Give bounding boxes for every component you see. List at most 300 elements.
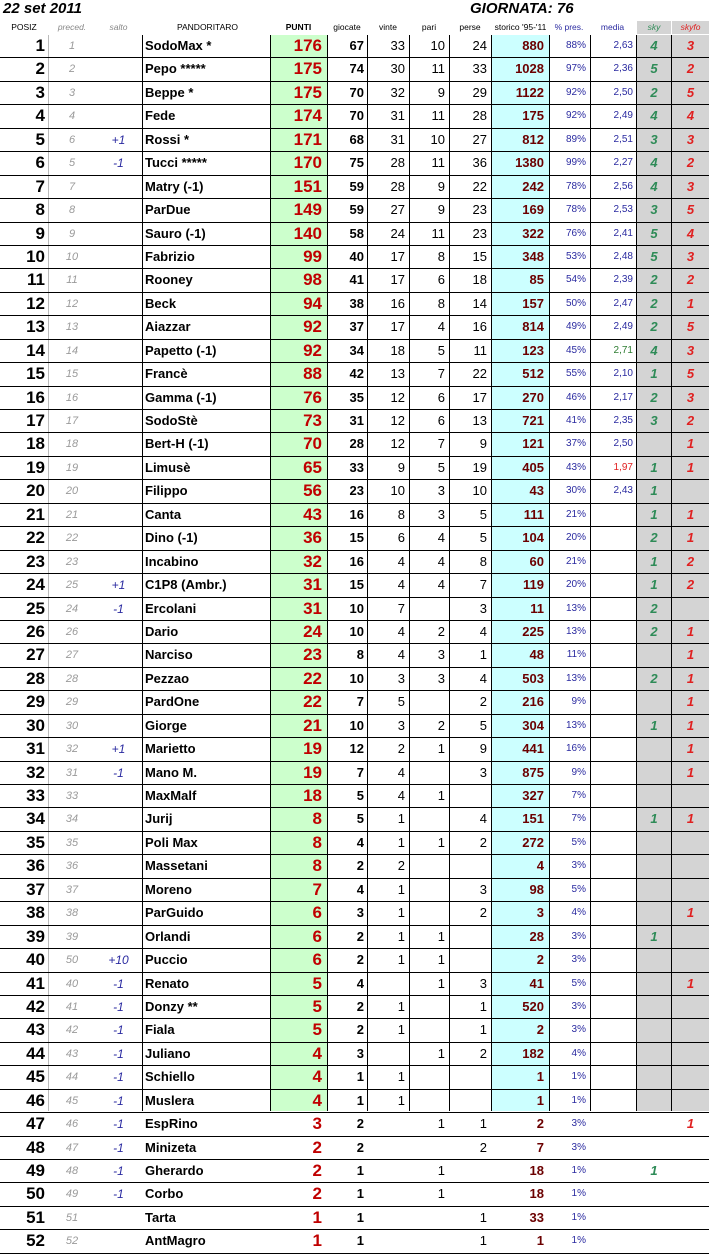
skyfo-cell [672,926,709,948]
player-name-cell: Rossi * [145,131,190,147]
skyfo-cell: 3 [686,178,695,194]
table-row [0,855,709,878]
player-name-cell: Pezzao [145,670,190,686]
drawn-cell [409,996,449,1018]
sky-cell: 4 [650,155,658,171]
drawn-cell: 1 [437,1045,445,1061]
position-cell: 26 [26,621,45,641]
played-cell: 1 [356,1233,364,1249]
position-change-cell: +1 [111,742,126,757]
skyfo-cell: 1 [686,295,695,311]
won-cell: 1 [397,928,405,944]
points-cell: 36 [303,528,322,548]
player-name-cell: Jurij [145,811,173,827]
average-cell [590,926,635,948]
position-cell: 10 [26,246,45,266]
presence-pct-cell: 13% [565,672,586,684]
previous-position-cell: 5 [68,157,76,170]
played-cell: 74 [349,61,364,77]
played-cell: 2 [356,1116,364,1132]
sky-cell [637,785,671,807]
previous-position-cell: 29 [65,696,79,709]
historical-cell: 33 [529,1209,544,1225]
position-change-cell: -1 [113,1023,124,1038]
drawn-cell: 4 [437,530,445,546]
drawn-cell: 6 [437,272,445,288]
player-name-cell: Dino (-1) [145,530,198,546]
average-cell: 2,43 [613,485,633,497]
points-cell: 6 [312,903,322,923]
won-cell [367,1207,409,1229]
historical-cell: 405 [522,459,544,475]
position-cell: 1 [35,36,45,55]
previous-position-cell: 52 [65,1235,79,1248]
lost-cell: 4 [479,811,487,827]
position-cell: 14 [26,340,45,360]
lost-cell: 16 [472,319,487,335]
played-cell: 70 [349,84,364,100]
won-cell: 31 [390,131,405,147]
previous-position-cell: 36 [65,860,79,873]
sky-cell: 5 [650,61,658,77]
table-row [0,1043,709,1066]
player-name-cell: Schiello [145,1069,195,1085]
sky-cell [637,902,671,924]
table-row [0,480,709,503]
average-cell [590,879,635,901]
skyfo-cell: 1 [686,670,695,686]
table-row [0,340,709,363]
lost-cell: 36 [472,155,487,171]
historical-cell: 2 [536,1116,544,1132]
points-cell: 5 [312,996,322,1016]
player-name-cell: Incabino [145,553,199,569]
historical-cell: 11 [530,600,544,616]
lost-cell: 9 [479,741,487,757]
average-cell: 2,49 [613,110,633,122]
sky-cell [637,1113,671,1135]
lost-cell: 1 [479,1022,487,1038]
position-change-cell: +1 [111,132,126,147]
position-change-cell [96,316,141,338]
won-cell: 18 [390,342,405,358]
lost-cell: 2 [479,1045,487,1061]
points-cell: 21 [303,715,322,735]
player-name-cell: Fabrizio [145,248,195,264]
drawn-cell [409,691,449,713]
player-name-cell: Fiala [145,1022,175,1038]
points-cell: 149 [293,200,322,220]
position-cell: 29 [26,692,45,712]
lost-cell: 2 [479,834,487,850]
played-cell: 35 [349,389,364,405]
lost-cell: 9 [479,436,487,452]
won-cell: 7 [397,600,405,616]
points-cell: 22 [303,668,322,688]
points-cell: 2 [312,1161,322,1180]
skyfo-cell: 2 [686,272,695,288]
presence-pct-cell: 21% [565,555,586,567]
presence-pct-cell: 3% [571,1000,586,1012]
previous-position-cell: 15 [65,368,79,381]
average-cell: 2,49 [613,321,633,333]
previous-position-cell: 7 [68,180,76,193]
sky-cell: 1 [650,553,658,569]
position-cell: 9 [35,223,45,243]
played-cell: 1 [356,1209,364,1225]
average-cell [590,551,635,573]
position-cell: 38 [26,903,45,923]
position-change-cell [96,199,141,221]
skyfo-cell: 2 [686,155,695,171]
drawn-cell: 3 [437,506,445,522]
won-cell: 30 [390,61,405,77]
played-cell: 31 [349,413,364,428]
won-cell: 33 [390,38,405,53]
lost-cell: 3 [479,764,487,780]
presence-pct-cell: 3% [571,1141,586,1153]
position-change-cell: -1 [113,999,124,1014]
won-cell: 13 [390,366,405,382]
presence-pct-cell: 5% [571,836,586,848]
sky-cell: 2 [650,272,658,288]
sky-cell: 3 [650,131,658,147]
played-cell: 34 [349,342,364,358]
position-cell: 24 [26,575,45,595]
position-cell: 22 [26,528,45,548]
position-cell: 51 [26,1207,45,1227]
played-cell: 4 [356,834,364,850]
played-cell: 2 [356,998,364,1014]
previous-position-cell: 37 [65,883,79,896]
skyfo-cell [672,785,709,807]
skyfo-cell: 1 [686,1116,695,1132]
previous-position-cell: 12 [65,297,79,310]
skyfo-cell: 3 [686,38,695,53]
position-cell: 3 [35,82,45,102]
points-cell: 175 [293,82,322,102]
table-row [0,926,709,949]
previous-position-cell: 19 [65,461,79,474]
played-cell: 2 [356,952,364,968]
sky-cell: 2 [650,530,658,546]
historical-cell: 151 [522,811,544,827]
points-cell: 99 [303,246,322,266]
drawn-cell: 6 [437,413,445,428]
col-header-pres: % pres. [554,22,584,32]
skyfo-cell: 2 [686,61,695,77]
average-cell [590,1230,635,1252]
won-cell: 28 [390,155,405,171]
played-cell: 8 [356,647,364,663]
played-cell: 12 [349,741,364,757]
position-change-cell [96,926,141,948]
col-header-posiz: POSIZ [11,22,37,32]
played-cell: 10 [349,717,364,733]
player-name-cell: MaxMalf [145,788,197,803]
player-name-cell: ParGuido [145,905,204,921]
position-cell: 20 [26,481,45,501]
historical-cell: 327 [522,788,544,803]
drawn-cell: 11 [431,225,445,241]
player-name-cell: Fede [145,108,176,124]
won-cell [367,1160,409,1182]
position-change-cell [96,480,141,502]
player-name-cell: Matry (-1) [145,178,204,194]
points-cell: 94 [303,293,322,313]
sky-cell [637,1183,671,1205]
player-name-cell: Renato [145,975,190,991]
points-cell: 171 [293,129,322,149]
presence-pct-cell: 20% [565,579,586,591]
won-cell: 8 [397,506,405,522]
position-cell: 31 [26,739,45,759]
previous-position-cell: 11 [66,274,78,287]
table-row [0,902,709,925]
won-cell: 1 [397,905,405,921]
played-cell: 2 [356,1139,364,1155]
sky-cell [637,949,671,971]
position-change-cell [96,363,141,385]
average-cell: 2,10 [613,368,633,380]
previous-position-cell: 1 [68,40,76,52]
lost-cell [449,1090,491,1112]
won-cell: 17 [390,248,405,264]
sky-cell [637,644,671,666]
points-cell: 8 [312,856,322,876]
player-name-cell: Bert-H (-1) [145,436,209,452]
drawn-cell [409,879,449,901]
lost-cell: 23 [472,202,487,218]
historical-cell: 520 [522,998,544,1014]
table-row [0,1066,709,1089]
position-cell: 15 [26,364,45,384]
drawn-cell: 1 [437,928,445,944]
points-cell: 6 [312,950,322,970]
skyfo-cell: 1 [686,506,695,522]
drawn-cell [409,762,449,784]
table-row [0,1113,709,1136]
played-cell: 10 [349,670,364,686]
points-cell: 7 [312,879,322,899]
skyfo-cell: 1 [686,623,695,639]
position-cell: 44 [26,1043,45,1063]
player-name-cell: Minizeta [145,1139,197,1155]
position-cell: 19 [26,457,45,477]
lost-cell [449,949,491,971]
won-cell [367,1043,409,1065]
points-cell: 23 [303,645,322,665]
presence-pct-cell: 11% [566,649,586,661]
played-cell: 2 [356,1022,364,1038]
points-cell: 43 [303,504,322,524]
drawn-cell: 3 [437,647,445,663]
table-row [0,715,709,738]
average-cell [590,1019,635,1041]
sky-cell: 2 [650,600,658,616]
lost-cell: 22 [472,366,487,382]
skyfo-cell: 1 [686,694,695,710]
played-cell: 75 [349,155,364,171]
points-cell: 24 [303,621,322,641]
drawn-cell: 10 [430,38,445,53]
skyfo-cell: 3 [686,248,695,264]
table-row [0,199,709,222]
historical-cell: 1380 [515,155,544,171]
lost-cell: 24 [472,38,487,53]
skyfo-cell: 5 [686,84,695,100]
player-name-cell: Gamma (-1) [145,389,217,405]
player-name-cell: Moreno [145,881,192,897]
historical-cell: 875 [522,764,544,780]
sky-cell: 2 [650,84,658,100]
presence-pct-cell: 9% [571,766,586,778]
historical-cell: 812 [522,131,544,147]
played-cell: 1 [356,1163,364,1178]
average-cell [590,691,635,713]
won-cell: 17 [390,319,405,335]
played-cell: 5 [356,811,364,827]
position-change-cell [96,808,141,830]
player-name-cell: Beppe * [145,84,194,100]
table-row [0,82,709,105]
points-cell: 170 [293,153,322,173]
player-name-cell: Orlandi [145,928,191,944]
historical-cell: 98 [529,881,544,897]
table-row [0,152,709,175]
player-name-cell: ParDue [145,202,191,218]
skyfo-cell: 1 [686,741,695,757]
table-row [0,433,709,456]
presence-pct-cell: 13% [565,625,586,637]
played-cell: 42 [349,366,364,382]
played-cell: 4 [356,975,364,991]
skyfo-cell: 5 [686,366,695,382]
historical-cell: 111 [523,506,544,522]
historical-cell: 18 [529,1186,544,1202]
table-row [0,316,709,339]
presence-pct-cell: 1% [571,1071,586,1083]
table-row [0,223,709,246]
sky-cell: 1 [650,577,658,593]
previous-position-cell: 25 [65,579,79,592]
won-cell [367,1230,409,1252]
presence-pct-cell: 5% [571,977,586,989]
presence-pct-cell: 7% [571,813,586,825]
points-cell: 140 [293,223,322,243]
previous-position-cell: 10 [65,250,79,263]
historical-cell: 43 [529,483,544,499]
skyfo-cell [672,1019,709,1041]
previous-position-cell: 8 [68,204,76,217]
table-row [0,269,709,292]
previous-position-cell: 22 [65,532,79,545]
presence-pct-cell: 3% [571,860,586,872]
historical-cell: 48 [529,647,544,663]
col-header-preced: preced. [57,22,87,32]
sky-cell: 2 [650,295,658,311]
points-cell: 56 [303,481,322,501]
previous-position-cell: 43 [65,1047,79,1060]
sky-cell: 5 [650,248,658,264]
points-cell: 98 [303,270,322,290]
previous-position-cell: 13 [65,321,79,334]
player-name-cell: Poli Max [145,834,198,850]
position-cell: 36 [26,856,45,876]
sky-cell [637,433,671,455]
average-cell: 2,50 [613,86,633,98]
position-change-cell: -1 [113,1093,124,1108]
played-cell: 5 [356,788,364,803]
sky-cell: 1 [650,483,658,499]
lost-cell: 2 [479,1139,487,1155]
skyfo-cell [672,1160,709,1182]
presence-pct-cell: 3% [571,954,586,966]
won-cell: 1 [397,1092,405,1108]
points-cell: 4 [312,1067,322,1087]
position-change-cell [96,504,141,526]
played-cell: 68 [349,131,364,147]
average-cell: 2,41 [613,227,633,239]
previous-position-cell: 21 [65,508,79,521]
historical-cell: 1028 [515,61,544,77]
drawn-cell [409,1207,449,1229]
skyfo-cell [672,598,709,620]
presence-pct-cell: 3% [571,1024,586,1036]
played-cell: 4 [356,881,364,897]
previous-position-cell: 41 [65,1000,79,1013]
player-name-cell: Tucci ***** [145,155,207,171]
position-change-cell [96,176,141,198]
table-row [0,808,709,831]
presence-pct-cell: 45% [565,344,586,356]
previous-position-cell: 24 [65,602,79,615]
table-row [0,598,709,621]
played-cell: 10 [349,600,364,616]
sky-cell [637,973,671,995]
sky-cell [637,855,671,877]
average-cell [590,504,635,526]
average-cell [590,715,635,737]
presence-pct-cell: 3% [571,930,586,942]
table-row [0,504,709,527]
lost-cell: 5 [479,530,487,546]
average-cell [590,574,635,596]
points-cell: 70 [303,434,322,454]
played-cell: 38 [349,295,364,311]
historical-cell: 2 [536,952,544,968]
skyfo-cell [672,879,709,901]
won-cell: 12 [390,436,405,452]
table-row [0,1183,709,1206]
previous-position-cell: 4 [68,110,76,123]
table-row [0,1137,709,1160]
table-row [0,621,709,644]
average-cell [590,762,635,784]
historical-cell: 182 [522,1045,544,1061]
sky-cell [637,738,671,760]
average-cell [590,1183,635,1205]
drawn-cell [409,1066,449,1088]
historical-cell: 1122 [515,84,544,100]
historical-cell: 304 [522,717,544,733]
average-cell [590,808,635,830]
table-row [0,35,709,58]
points-cell: 5 [312,1020,322,1040]
won-cell [367,1137,409,1159]
average-cell [590,973,635,995]
drawn-cell: 3 [437,670,445,686]
